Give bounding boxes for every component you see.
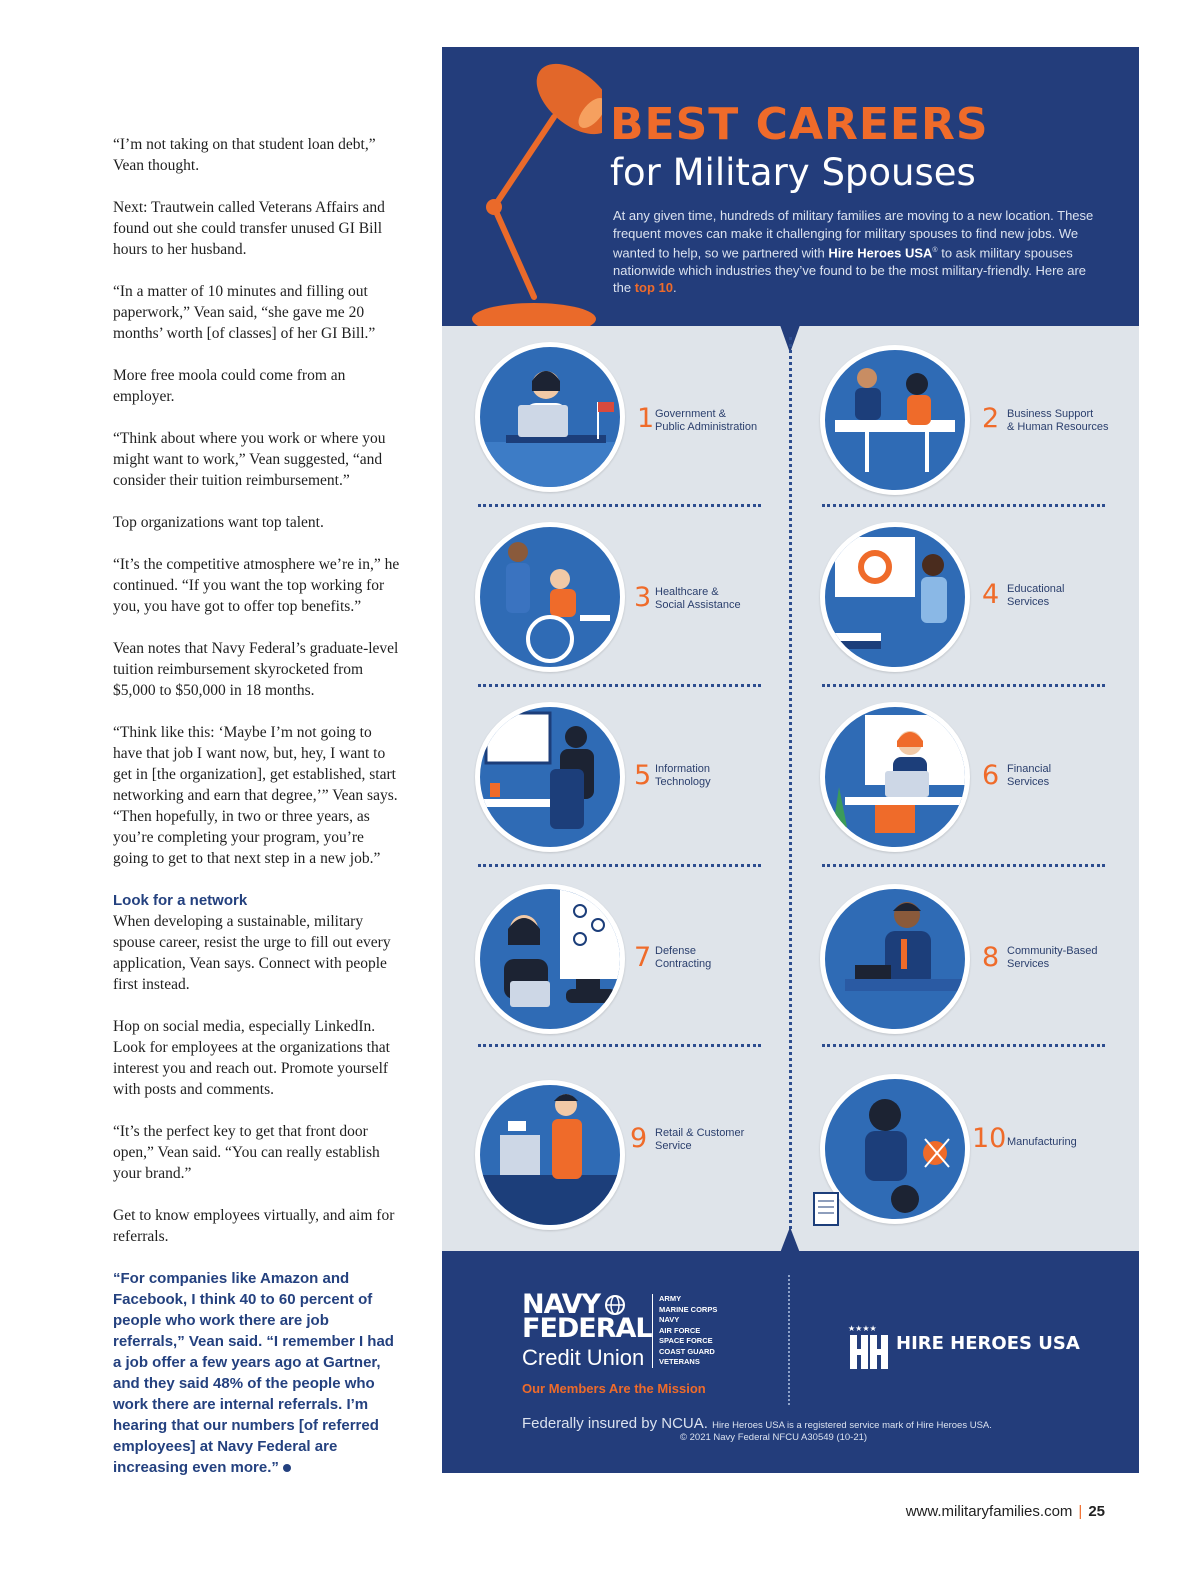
career-label: Government & Public Administration — [655, 408, 758, 433]
career-rank: 4 — [982, 579, 1000, 610]
career-illustration — [820, 345, 970, 495]
career-rank: 3 — [634, 582, 652, 613]
section-subhead: Look for a network — [113, 892, 248, 909]
career-rank: 2 — [982, 403, 1000, 434]
hire-heroes-logo-icon — [846, 1323, 890, 1371]
career-label: Educational Services — [1007, 583, 1065, 608]
svg-text:★★★★: ★★★★ — [848, 1324, 877, 1333]
career-label: Retail & Customer Service — [655, 1127, 745, 1152]
career-illustration — [475, 522, 625, 672]
row-divider — [478, 1044, 761, 1047]
desk-lamp-icon — [442, 47, 602, 326]
row-divider — [822, 504, 1105, 507]
legal-line: Federally insured by NCUA. Hire Heroes USA is a registered service mark of Hire Heroes USA. — [522, 1415, 992, 1432]
career-illustration — [820, 522, 970, 672]
career-illustration — [820, 702, 970, 852]
infographic-subtitle: for Military Spouses — [610, 151, 976, 194]
career-rank: 9 — [630, 1123, 648, 1154]
article-paragraph: “In a matter of 10 minutes and filling out paperwork,” Vean said, “she gave me 20 months’ worth [of classes] of her GI Bill.” — [113, 283, 376, 342]
career-label: Defense Contracting — [655, 945, 712, 970]
row-divider — [478, 684, 761, 687]
pull-quote — [113, 1268, 403, 1478]
website-url: www.militaryfamilies.com — [905, 1503, 1073, 1520]
article-paragraph: Top organizations want top talent. — [113, 514, 324, 531]
career-label: Healthcare & Social Assistance — [655, 586, 741, 611]
footer-pointer — [780, 1227, 800, 1253]
career-illustration — [475, 884, 625, 1034]
article-paragraph: “It’s the perfect key to get that front door open,” Vean said. “You can really establish your brand.” — [113, 1123, 380, 1182]
career-label: Financial Services — [1007, 763, 1052, 788]
infographic: BEST CAREERS for Military Spouses At any given time, hundreds of military families are moving to a new location. These frequent moves can make it challenging for military spouses to find new jobs. We wanted to help, so we partnered with Hire Heroes USA® to ask military spouses nationwide which industries they’ve found to be the most military-friendly. Here are the top 10. 1 Government & Public Administration 2 Business Support & Human Resources 3 Healthcare & Social Assistance 4 Educational Services 5 Information Technology 6 Financial Services 7 Defense Contracting 8 Community-Based Services 9 Retail & Customer Service 10 Manufacturing NAVY FEDERAL Credit Union ARMY MARINE CORPS NAVY AIR FORCE SPACE FORCE COAST GUARD VETERANS Our Members Are the Mission ★★★★ HIRE HEROES USA Federally insured by NCUA. Hire Heroes USA is a registered service mark of Hire Heroes USA. © 2021 Navy Federal NFCU A30549 (10-21) — [442, 47, 1139, 1473]
article-paragraph: “Think about where you work or where you might want to work,” Vean suggested, “and consider their tuition reimbursement.” — [113, 430, 386, 489]
article-paragraph: When developing a sustainable, military spouse career, resist the urge to fill out every application, Vean says. Connect with people first instead. — [113, 913, 391, 993]
branch-list: ARMY MARINE CORPS NAVY AIR FORCE SPACE FORCE COAST GUARD VETERANS — [652, 1294, 749, 1368]
hire-heroes-wordmark: HIRE HEROES USA — [896, 1333, 1080, 1354]
career-illustration — [475, 702, 625, 852]
article-paragraph: “Think like this: ‘Maybe I’m not going to have that job I want now, but, hey, I want to get in [the organization], get established, start networking and earn that degree,’” Vean says. “Then hopefully, in two or three years, as you’re completing your program, you’re going to get to that next step in a new job.” — [113, 724, 398, 867]
infographic-intro: At any given time, hundreds of military families are moving to a new location. These frequent moves can make it challenging for military spouses to find new jobs. We wanted to help, so we partnered with Hire Heroes USA® to ask military spouses nationwide which industries they’ve found to be the most military-friendly. Here are the top 10. — [613, 208, 1094, 296]
row-divider — [822, 684, 1105, 687]
article-paragraph: Hop on social media, especially LinkedIn. Look for employees at the organizations that interest you and reach out. Promote yourself with posts and comments. — [113, 1018, 390, 1098]
career-label: Community-Based Services — [1007, 945, 1098, 970]
end-mark-icon — [283, 1464, 291, 1472]
footer-divider — [788, 1275, 790, 1405]
article-paragraph: “It’s the competitive atmosphere we’re in,” he continued. “If you want the top working for you, you have got to offer top benefits.” — [113, 556, 400, 615]
career-rank: 5 — [634, 760, 652, 791]
hire-heroes-mention: Hire Heroes USA — [828, 245, 933, 261]
article-paragraph: More free moola could come from an employer. — [113, 367, 346, 405]
career-illustration — [820, 1074, 970, 1224]
career-label: Manufacturing — [1007, 1136, 1077, 1148]
article-paragraph: “I’m not taking on that student loan debt,” Vean thought. — [113, 136, 376, 174]
welding-machine-icon — [812, 1187, 842, 1227]
infographic-header — [442, 47, 1139, 326]
page-number: 25 — [1088, 1503, 1105, 1520]
navy-federal-tagline: Our Members Are the Mission — [522, 1381, 706, 1396]
copyright-line: © 2021 Navy Federal NFCU A30549 (10-21) — [680, 1432, 868, 1443]
article-paragraph: Next: Trautwein called Veterans Affairs and found out she could transfer unused GI Bill hours to her husband. — [113, 199, 385, 258]
career-illustration — [820, 884, 970, 1034]
row-divider — [822, 1044, 1105, 1047]
career-rank: 1 — [637, 403, 655, 434]
career-rank: 6 — [982, 760, 1000, 791]
career-illustration — [475, 1080, 625, 1230]
career-illustration — [475, 342, 625, 492]
infographic-title: BEST CAREERS — [610, 99, 989, 150]
page-footer — [906, 1503, 1105, 1520]
row-divider — [822, 864, 1105, 867]
career-rank: 10 — [972, 1123, 1007, 1154]
pull-quote-text: “For companies like Amazon and Facebook, I think 40 to 60 percent of people who work there are job referrals,” Vean said. “I remember I had a job offer a few years ago at Gartner, and they said 48% of the people who work there are internal referrals. I’m hearing that our numbers [of referred employees] at Navy Federal are increasing even more.” — [113, 1270, 394, 1476]
career-label: Business Support & Human Resources — [1007, 408, 1109, 433]
footer-separator: | — [1078, 1503, 1083, 1520]
center-divider — [789, 337, 792, 1242]
article-column — [113, 134, 403, 1478]
career-label: Information Technology — [655, 763, 711, 788]
article-paragraph: Get to know employees virtually, and aim for referrals. — [113, 1207, 395, 1245]
career-rank: 8 — [982, 942, 1000, 973]
row-divider — [478, 504, 761, 507]
career-rank: 7 — [634, 942, 652, 973]
row-divider — [478, 864, 761, 867]
article-paragraph: Vean notes that Navy Federal’s graduate-level tuition reimbursement skyrocketed from $5,000 to $50,000 in 18 months. — [113, 640, 399, 699]
